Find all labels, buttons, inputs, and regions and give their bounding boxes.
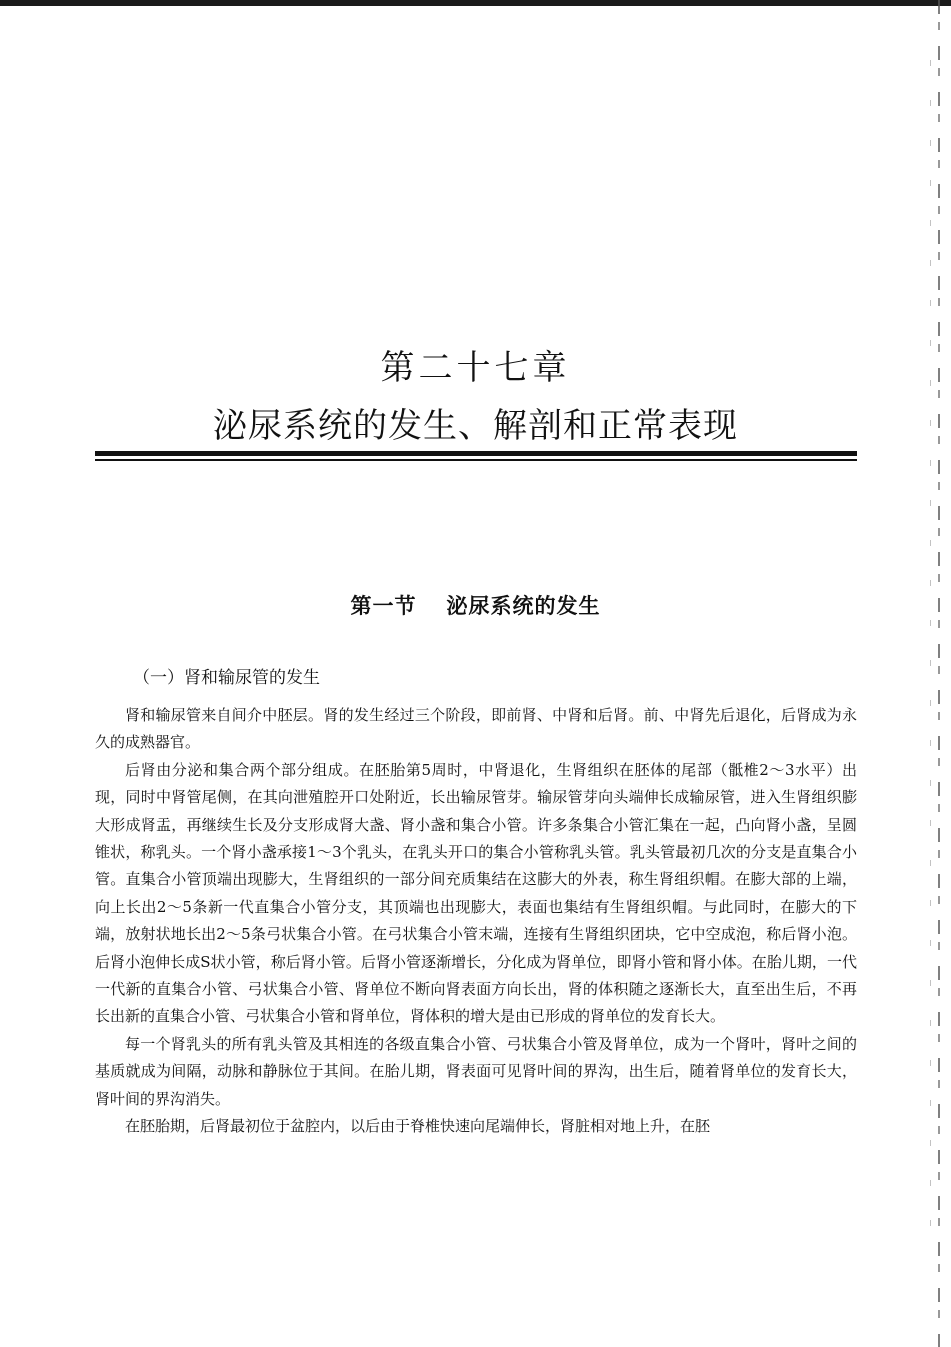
right-scan-edge-inner — [930, 60, 931, 1260]
top-scan-border — [0, 0, 951, 6]
right-scan-edge — [938, 0, 940, 1347]
chapter-number: 第二十七章 — [380, 348, 571, 388]
chapter-title: 泌尿系统的发生、解剖和正常表现 — [213, 406, 738, 446]
paragraph: 肾和输尿管来自间介中胚层。肾的发生经过三个阶段，即前肾、中肾和后肾。前、中肾先后退化，后肾成为永久的成熟器官。 — [95, 706, 857, 752]
chapter-rule-thick — [95, 451, 857, 456]
section-number: 第一节 — [350, 594, 417, 618]
subsection-title: （一）肾和输尿管的发生 — [133, 668, 320, 688]
body-text — [95, 702, 857, 1141]
section-title: 泌尿系统的发生 — [446, 594, 601, 618]
chapter-rule-thin — [95, 459, 857, 461]
paragraph: 在胚胎期，后肾最初位于盆腔内，以后由于脊椎快速向尾端伸长，肾脏相对地上升，在胚 — [125, 1117, 711, 1136]
paragraph: 后肾由分泌和集合两个部分组成。在胚胎第5周时，中肾退化，生肾组织在胚体的尾部（骶椎2～3水平）出现，同时中肾管尾侧，在其向泄殖腔开口处附近，长出输尿管芽。输尿管芽向头端伸长成输尿管，进入生肾组织膨大形成肾盂，再继续生长及分支形成肾大盏、肾小盏和集合小管。许多条集合小管汇集在一起，凸向肾小盏，呈圆锥状，称乳头。一个肾小盏承接1～3个乳头，在乳头开口的集合小管称乳头管。乳头管最初几次的分支是直集合小管。直集合小管顶端出现膨大，生肾组织的一部分间充质集结在这膨大的外表，称生肾组织帽。在膨大部的上端，向上长出2～5条新一代直集合小管分支，其顶端也出现膨大，表面也集结有生肾组织帽。与此同时，在膨大的下端，放射状地长出2～5条弓状集合小管。在弓状集合小管末端，连接有生肾组织团块，它中空成泡，称后肾小泡。后肾小泡伸长成S状小管，称后肾小管。后肾小管逐渐增长，分化成为肾单位，即肾小管和肾小体。在胎儿期，一代一代新的直集合小管、弓状集合小管、肾单位不断向肾表面方向长出，肾的体积随之逐渐长大，直至出生后，不再长出新的直集合小管、弓状集合小管和肾单位，肾体积的增大是由已形成的肾单位的发育长大。 — [95, 760, 857, 1026]
section-heading — [0, 590, 951, 620]
paragraph: 每一个肾乳头的所有乳头管及其相连的各级直集合小管、弓状集合小管及肾单位，成为一个肾叶，肾叶之间的基质就成为间隔，动脉和静脉位于其间。在胎儿期，肾表面可见肾叶间的界沟，出生后，随着肾单位的发育长大，肾叶间的界沟消失。 — [95, 1034, 857, 1108]
